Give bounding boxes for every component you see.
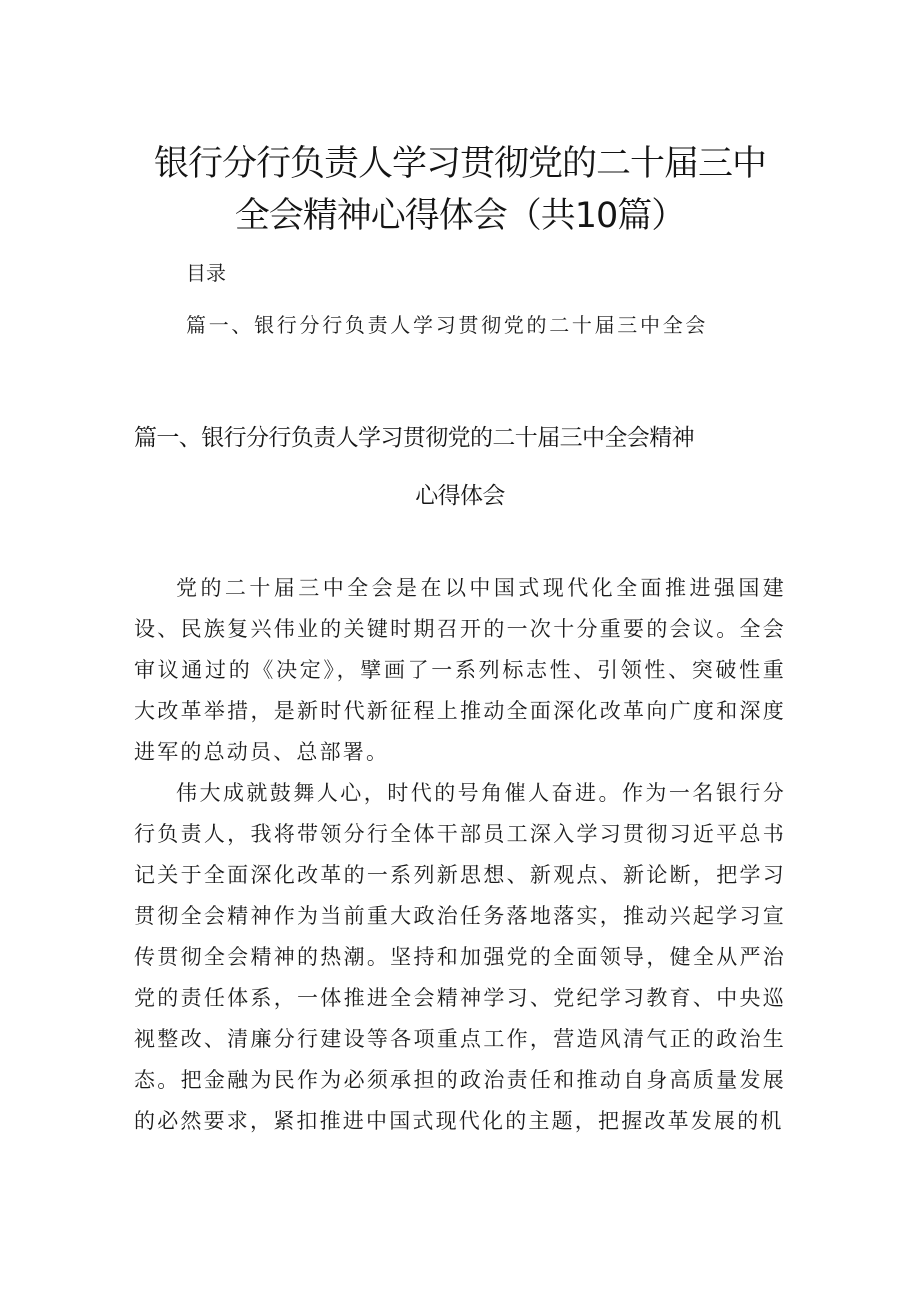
toc-label: 目录 [186,261,226,285]
section-heading: 篇一、银行分行负责人学习贯彻党的二十届三中全会精神 [134,425,695,451]
document-title-line-2: 全会精神心得体会（共10篇） [234,196,686,236]
document-title [60,138,860,242]
body-paragraph: 伟大成就鼓舞人心，时代的号角催人奋进。作为一名银行分行负责人，我将带领分行全体干部员工深入学习贯彻习近平总书记关于全面深化改革的一系列新思想、新观点、新论断，把学习贯彻全会精神作为当前重大政治任务落地落实，推动兴起学习宣传贯彻全会精神的热潮。坚持和加强党的全面领导，健全从严治党的责任体系，一体推进全会精神学习、党纪学习教育、中央巡视整改、清廉分行建设等各项重点工作，营造风清气正的政治生态。把金融为民作为必须承担的政治责任和推动自身高质量发展的必然要求，紧扣推进中国式现代化的主题，把握改革发展的机 [134,781,786,1133]
body-paragraph: 党的二十届三中全会是在以中国式现代化全面推进强国建设、民族复兴伟业的关键时期召开的一次十分重要的会议。全会审议通过的《决定》，擘画了一系列标志性、引领性、突破性重大改革举措，是新时代新征程上推动全面深化改革向广度和深度进军的总动员、总部署。 [134,576,786,764]
section-body [134,568,786,1142]
document-title-line-1: 银行分行负责人学习贯彻党的二十届三中 [153,144,766,184]
toc-entry[interactable]: 篇一、银行分行负责人学习贯彻党的二十届三中全会 [186,313,709,337]
section-heading-continued: 心得体会 [415,483,505,509]
